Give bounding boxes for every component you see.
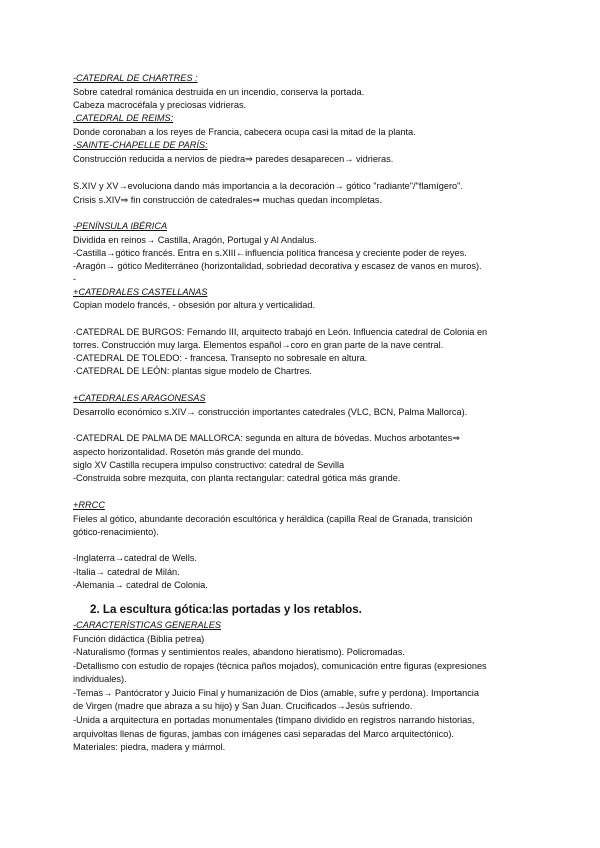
text-line: siglo XV Castilla recupera impulso constructivo: catedral de Sevilla [73, 460, 345, 470]
text-line: ·CATEDRAL DE LEÓN: plantas sigue modelo de Chartres. [73, 366, 312, 376]
text-line: Sobre catedral románica destruida en un incendio, conserva la portada. [73, 87, 365, 97]
subheading-line: -PENÍNSULA IBÉRICA [73, 221, 168, 231]
subheading-line: +CATEDRALES CASTELLANAS [73, 287, 208, 297]
text-line: Materiales: piedra, madera y mármol. [73, 742, 226, 752]
subheading-line: -CATEDRAL DE CHARTRES : [73, 73, 198, 83]
subheading-line: -CARACTERÍSTICAS GENERALES [73, 620, 222, 630]
subheading-line: .CATEDRAL DE REIMS: [73, 113, 174, 123]
text-line: ·CATEDRAL DE PALMA DE MALLORCA: segunda en altura de bóvedas. Muchos arbotantes⇒ [73, 433, 460, 443]
text-line: Fieles al gótico, abundante decoración escultórica y heráldica (capilla Real de Granada, transición [73, 514, 473, 524]
text-line: Copian modelo francés, - obsesión por altura y verticalidad. [73, 300, 316, 310]
subheading-line: +RRCC [73, 500, 105, 510]
text-line: -Inglaterra→catedral de Wells. [73, 553, 197, 563]
text-line: torres. Construcción muy larga. Elementos español→coro en gran parte de la nave central. [73, 340, 444, 350]
text-line: -Italia→ catedral de Milán. [73, 567, 180, 577]
text-line: individuales). [73, 674, 127, 684]
text-line: arquivoltas llenas de figuras, jambas con imágenes casi separadas del Marco arquitectónico). [73, 729, 454, 739]
text-line: - [73, 274, 77, 284]
text-line: de Virgen (madre que abraza a su hijo) y San Juan. Crucificados→Jesús sufriendo. [73, 701, 413, 711]
text-line: S.XIV y XV→evoluciona dando más importancia a la decoración→ gótico "radiante"/"flamígero". [73, 181, 463, 191]
text-line: -Castilla→gótico francés. Entra en s.XIII←influencia política francesa y creciente poder de reyes. [73, 248, 467, 258]
text-line: Desarrollo económico s.XIV→ construcción importantes catedrales (VLC, BCN, Palma Mallorca). [73, 407, 468, 417]
section-heading: 2. La escultura gótica:las portadas y los retablos. [90, 603, 362, 616]
text-line: Construcción reducida a nervios de piedra⇒ paredes desaparecen→ vidrieras. [73, 154, 394, 164]
text-line: -Temas→ Pantócrator y Juicio Final y humanización de Dios (amable, sufre y perdona). Importancia [73, 688, 479, 698]
text-line: Función didáctica (Biblia petrea) [73, 634, 205, 644]
text-line: aspecto horizontalidad. Rosetón más grande del mundo. [73, 447, 304, 457]
subheading-line: -SAINTE-CHAPELLE DE PARÍS: [73, 140, 208, 150]
text-line: -Naturalismo (formas y sentimientos reales, abandono hieratismo). Policromadas. [73, 647, 405, 657]
subheading-line: +CATEDRALES ARAGONESAS [73, 393, 206, 403]
text-line: -Detallismo con estudio de ropajes (técnica paños mojados), comunicación entre figuras (expresiones [73, 661, 487, 671]
text-line: -Unida a arquitectura en portadas monumentales (tímpano dividido en registros narrando historias, [73, 715, 475, 725]
text-line: ·CATEDRAL DE TOLEDO: - francesa. Transepto no sobresale en altura. [73, 353, 368, 363]
text-line: Donde coronaban a los reyes de Francia, cabecera ocupa casi la mitad de la planta. [73, 127, 416, 137]
text-line: -Construida sobre mezquita, con planta rectangular: catedral gótica más grande. [73, 473, 401, 483]
text-line: ·CATEDRAL DE BURGOS: Fernando III, arquitecto trabajó en León. Influencia catedral de Colonia en [73, 327, 488, 337]
text-line: -Alemania→ catedral de Colonia. [73, 580, 208, 590]
text-line: Dividida en reinos→ Castilla, Aragón, Portugal y Al Andalus. [73, 235, 317, 245]
text-line: gótico-renacimiento). [73, 527, 159, 537]
text-line: Crisis s.XIV⇒ fin construcción de catedrales⇒ muchas quedan incompletas. [73, 195, 383, 205]
text-line: -Aragón→ gótico Mediterráneo (horizontalidad, sobriedad decorativa y escasez de vanos en muros). [73, 261, 482, 271]
text-line: Cabeza macrocéfala y preciosas vidrieras. [73, 100, 247, 110]
